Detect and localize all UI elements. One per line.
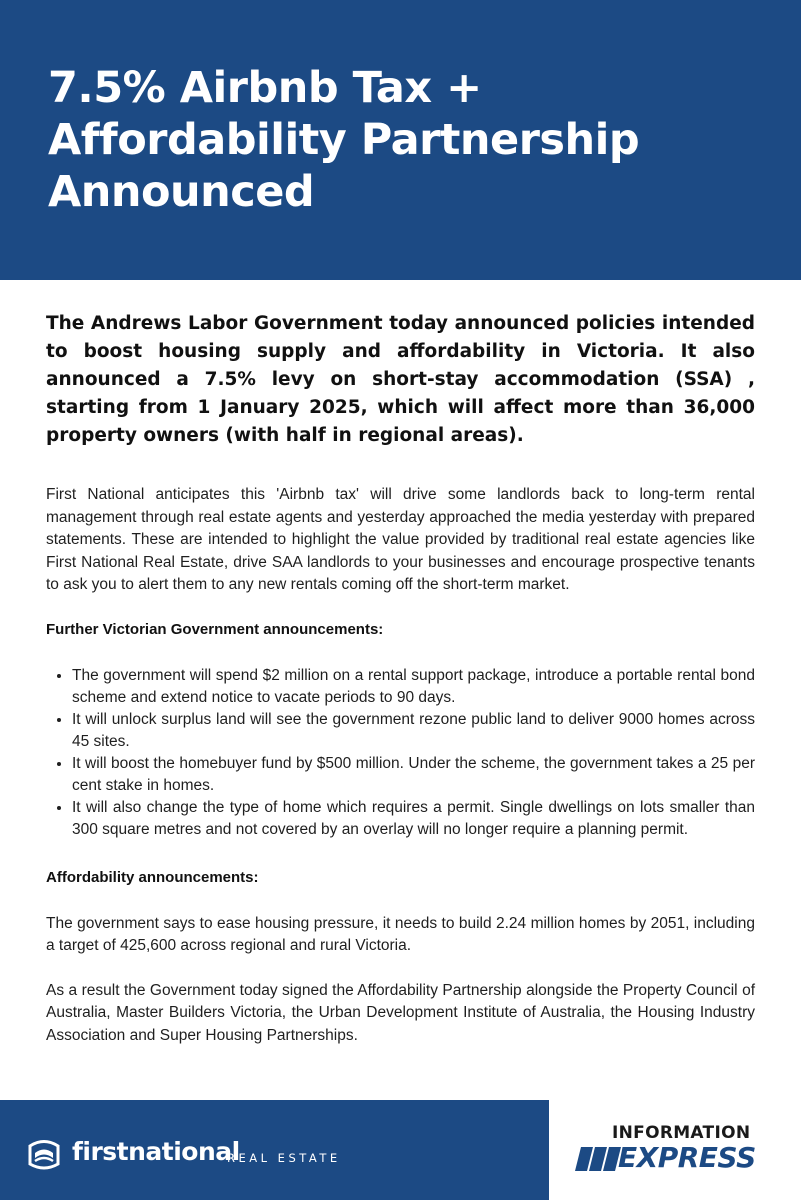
- section-heading-affordability: Affordability announcements:: [46, 868, 259, 886]
- lead-paragraph: The Andrews Labor Government today announced policies intended to boost housing supply and affordability in Victoria. It also announced a 7.5% levy on short-stay accommodation (SSA) , starting from 1 January 2025, which will affect more than 36,000 property owners (with half in regional areas).: [46, 313, 755, 446]
- header-banner: [0, 0, 801, 280]
- list-item: • It will boost the homebuyer fund by $500 million. Under the scheme, the government takes a 25 per cent stake in homes.: [72, 753, 755, 797]
- information-express-top-text: INFORMATION: [612, 1123, 751, 1143]
- affordability-paragraph-2: As a result the Government today signed the Affordability Partnership alongside the Property Council of Australia, Master Builders Victoria, the Urban Development Institute of Australia, the Housing Industry Association and Super Housing Partnerships.: [46, 981, 755, 1044]
- announcement-list: [46, 665, 755, 841]
- article-body: [46, 310, 755, 1069]
- section-heading-further-announcements: Further Victorian Government announcements:: [46, 620, 384, 638]
- list-item: • It will also change the type of home which requires a permit. Single dwellings on lots smaller than 300 square metres and not covered by an overlay will no longer require a planning permit.: [72, 797, 755, 841]
- first-national-brand-text: firstnational: [72, 1137, 240, 1166]
- real-estate-label: REAL ESTATE: [227, 1151, 341, 1165]
- list-item: • It will unlock surplus land will see the government rezone public land to deliver 9000 homes across 45 sites.: [72, 709, 755, 753]
- list-item: • The government will spend $2 million on a rental support package, introduce a portable rental bond scheme and extend notice to vacate periods to 90 days.: [72, 665, 755, 709]
- page-title: 7.5% Airbnb Tax + Affordability Partnership Announced: [48, 63, 640, 217]
- intro-paragraph: First National anticipates this 'Airbnb tax' will drive some landlords back to long-term rental management through real estate agents and yesterday approached the media yesterday with prepared statements. These are intended to highlight the value provided by traditional real estate agencies like First National Real Estate, drive SAA landlords to your businesses and encourage prospective tenants to ask you to alert them to any new rentals coming off the short-term market.: [46, 486, 755, 593]
- first-national-logo-icon: [26, 1136, 62, 1172]
- information-express-bottom-text: EXPRESS: [618, 1141, 756, 1174]
- affordability-paragraph-1: The government says to ease housing pressure, it needs to build 2.24 million homes by 2051, including a target of 425,600 across regional and rural Victoria.: [46, 914, 755, 954]
